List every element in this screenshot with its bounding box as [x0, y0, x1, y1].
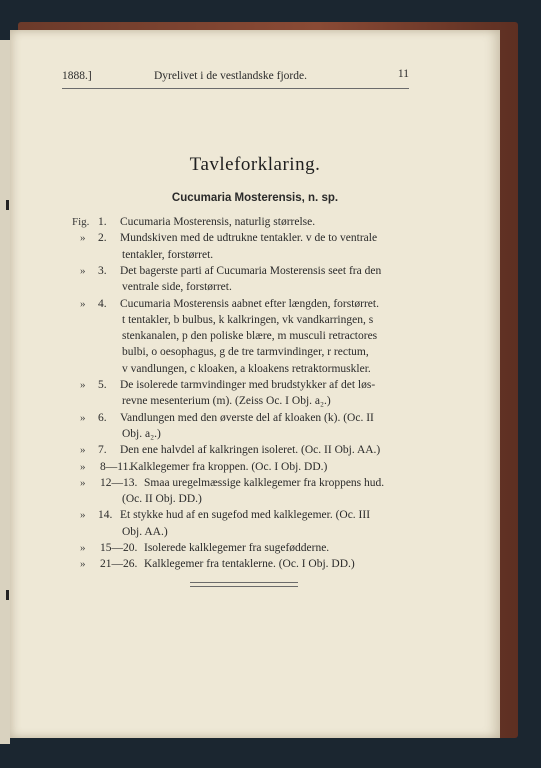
- entry-text-line: Isolerede kalklegemer fra sugefødderne.: [144, 542, 330, 554]
- entry-prefix: »: [80, 460, 86, 473]
- entry-prefix: »: [80, 232, 86, 245]
- entry-text-line: Et stykke hud af en sugefod med kalklegemer. (Oc. III: [120, 509, 371, 522]
- book-page: [10, 30, 500, 738]
- running-title: Dyrelivet i de vestlandske fjorde.: [154, 70, 307, 82]
- facing-page-edge: [0, 40, 10, 744]
- entry-text-line: Kalklegemer fra kroppen. (Oc. I Obj. DD.): [130, 460, 328, 473]
- page-number: 11: [397, 68, 409, 80]
- entry-text-line: Kalklegemer fra tentaklerne. (Oc. I Obj. DD.): [144, 558, 355, 571]
- entry-number: 12—13.: [100, 476, 138, 489]
- entry-text-line: ventrale side, forstørret.: [122, 281, 232, 294]
- entry-text-line: Obj. AA.): [122, 525, 168, 538]
- entry-prefix: »: [80, 476, 86, 489]
- entry-number: 4.: [98, 297, 107, 310]
- page-clip-mark: [6, 590, 9, 600]
- entry-number: 21—26.: [100, 558, 138, 571]
- entry-text-line: revne mesenterium (m). (Zeiss Oc. I Obj. a₂.): [122, 395, 331, 408]
- entry-text-line: Den ene halvdel af kalkringen isoleret. (Oc. II Obj. AA.): [120, 444, 381, 457]
- entry-prefix: »: [80, 379, 86, 391]
- entry-text-line: Mundskiven med de udtrukne tentakler. v de to ventrale: [120, 232, 378, 245]
- entry-prefix: »: [80, 297, 86, 310]
- page-title: Tavleforklaring.: [189, 154, 321, 175]
- entry-number: 2.: [98, 232, 107, 245]
- entry-text-line: tentakler, forstørret.: [122, 248, 214, 261]
- entry-number: 8—11.: [100, 460, 132, 473]
- entry-prefix: »: [80, 558, 86, 571]
- page-clip-mark: [6, 200, 9, 210]
- entry-prefix: »: [80, 542, 86, 554]
- entry-prefix: »: [80, 444, 86, 457]
- entry-text-line: v vandlungen, c kloaken, a kloakens retraktormuskler.: [122, 362, 371, 375]
- entry-number: 1.: [98, 216, 107, 228]
- entry-number: 15—20.: [100, 542, 138, 554]
- species-subtitle: Cucumaria Mosterensis, n. sp.: [171, 192, 339, 204]
- entry-text-line: Det bagerste parti af Cucumaria Mosterensis seet fra den: [120, 264, 382, 277]
- entry-text-line: Obj. a₂.): [122, 427, 161, 440]
- entry-text-line: Cucumaria Mosterensis, naturlig størrelse.: [120, 216, 316, 228]
- entry-number: 6.: [98, 411, 107, 424]
- entry-number: 3.: [98, 264, 107, 277]
- entry-prefix: »: [80, 264, 86, 277]
- entry-text-line: t tentakler, b bulbus, k kalkringen, vk vandkarringen, s: [122, 313, 374, 326]
- entry-prefix: Fig.: [72, 216, 90, 228]
- header-rule: [62, 88, 409, 89]
- entry-prefix: »: [80, 411, 86, 424]
- page-header: [62, 68, 409, 90]
- entry-text-line: Smaa uregelmæssige kalklegemer fra kroppens hud.: [144, 476, 385, 489]
- entry-text-line: bulbi, o oesophagus, g de tre tarmvindinger, r rectum,: [122, 346, 369, 359]
- closing-divider: [190, 582, 298, 587]
- entry-number: 7.: [98, 444, 107, 457]
- entry-text-line: (Oc. II Obj. DD.): [122, 493, 202, 506]
- entry-number: 14.: [98, 509, 113, 522]
- entry-number: 5.: [98, 379, 107, 391]
- entry-text-line: Cucumaria Mosterensis aabnet efter længden, forstørret.: [120, 297, 379, 310]
- header-year: 1888.]: [62, 70, 92, 82]
- entry-text-line: Vandlungen med den øverste del af kloaken (k). (Oc. II: [120, 411, 374, 424]
- entry-prefix: »: [80, 509, 86, 522]
- entry-text-line: De isolerede tarmvindinger med brudstykker af det løs-: [120, 379, 376, 391]
- entry-text-line: stenkanalen, p den poliske blære, m musculi retractores: [122, 330, 378, 343]
